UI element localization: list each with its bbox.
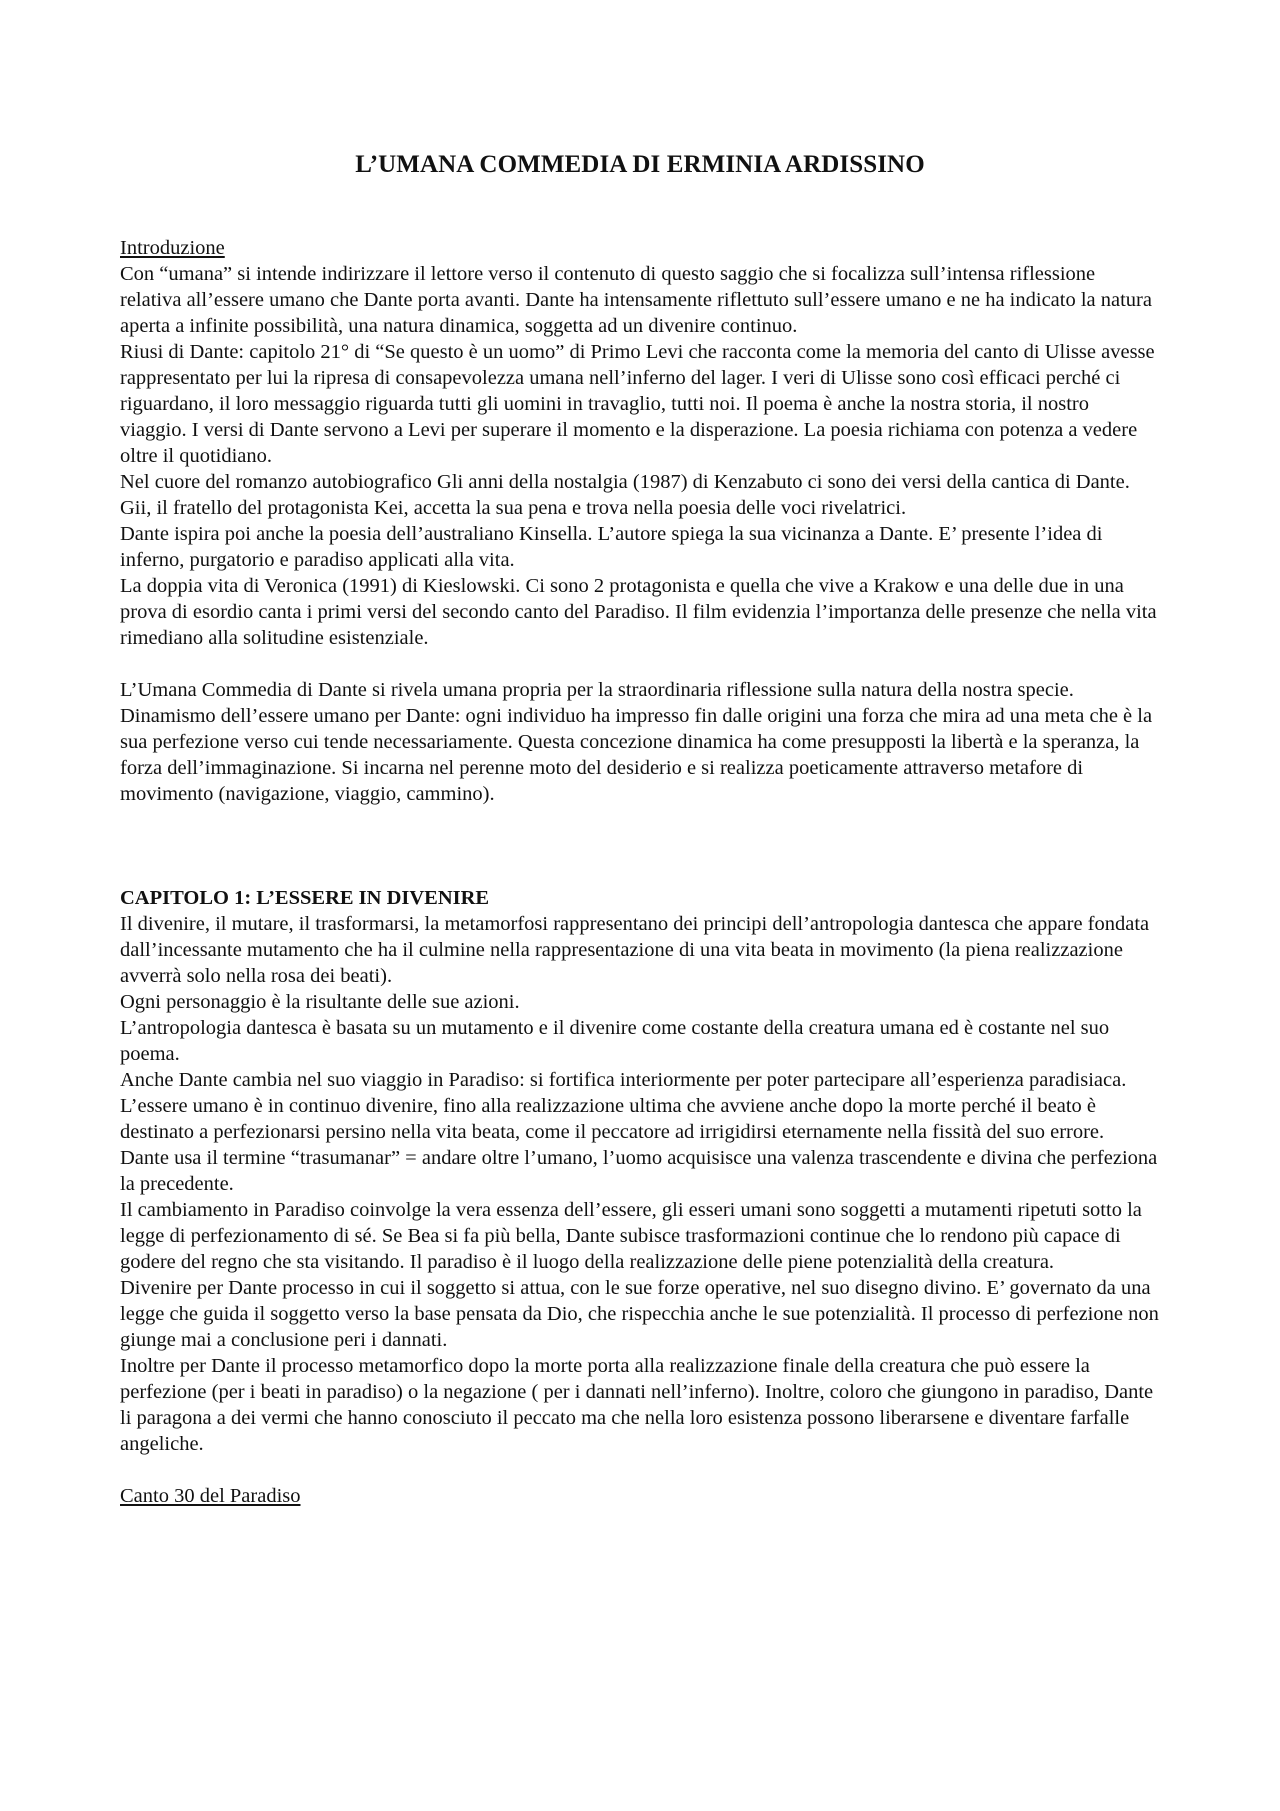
spacer xyxy=(120,651,1160,677)
intro-paragraph: La doppia vita di Veronica (1991) di Kieslowski. Ci sono 2 protagonista e quella che vive a Krakow e una delle due in una prova di esordio canta i primi versi del secondo canto del Paradiso. Il film evidenzia l’importanza delle presenze che nella vita rimediano alla solitudine esistenziale. xyxy=(120,575,1157,649)
chapter-paragraph: Anche Dante cambia nel suo viaggio in Paradiso: si fortifica interiormente per poter partecipare all’esperienza paradisiaca. L’essere umano è in continuo divenire, fino alla realizzazione ultima che avviene anche dopo la morte perché il beato è destinato a perfezionarsi persino nella vita beata, come il peccatore ad irrigidirsi eternamente nella fissità del suo errore. xyxy=(120,1069,1127,1143)
chapter-paragraph: Divenire per Dante processo in cui il soggetto si attua, con le sue forze operative, nel suo disegno divino. E’ governato da una legge che guida il soggetto verso la base pensata da Dio, che rispecchia anche le sue potenzialità. Il processo di perfezione non giunge mai a conclusione peri i dannati. xyxy=(120,1277,1159,1351)
intro-paragraph: L’Umana Commedia di Dante si rivela umana propria per la straordinaria riflessione sulla natura della nostra specie. xyxy=(120,679,1074,701)
chapter-paragraph: Ogni personaggio è la risultante delle sue azioni. xyxy=(120,991,520,1013)
intro-paragraph: Nel cuore del romanzo autobiografico Gli anni della nostalgia (1987) di Kenzabuto ci sono dei versi della cantica di Dante. Gii, il fratello del protagonista Kei, accetta la sua pena e trova nella poesia delle voci rivelatrici. xyxy=(120,471,1130,519)
intro-paragraph: Con “umana” si intende indirizzare il lettore verso il contenuto di questo saggio che si focalizza sull’intensa riflessione relativa all’essere umano che Dante porta avanti. Dante ha intensamente riflettuto sull’essere umano e ne ha indicato la natura aperta a infinite possibilità, una natura dinamica, soggetta ad un divenire continuo. xyxy=(120,263,1152,337)
section-heading: Canto 30 del Paradiso xyxy=(120,1485,301,1507)
chapter-paragraph: Il divenire, il mutare, il trasformarsi, la metamorfosi rappresentano dei principi dell’antropologia dantesca che appare fondata dall’incessante mutamento che ha il culmine nella rappresentazione di una vita beata in movimento (la piena realizzazione avverrà solo nella rosa dei beati). xyxy=(120,913,1150,987)
intro-paragraph: Dante ispira poi anche la poesia dell’australiano Kinsella. L’autore spiega la sua vicinanza a Dante. E’ presente l’idea di inferno, purgatorio e paradiso applicati alla vita. xyxy=(120,523,1103,571)
chapter-paragraph: Dante usa il termine “trasumanar” = andare oltre l’umano, l’uomo acquisisce una valenza trascendente e divina che perfeziona la precedente. xyxy=(120,1147,1158,1195)
intro-heading: Introduzione xyxy=(120,237,225,259)
document-body xyxy=(120,235,1160,1509)
intro-paragraph: Dinamismo dell’essere umano per Dante: ogni individuo ha impresso fin dalle origini una forza che mira ad una meta che è la sua perfezione verso cui tende necessariamente. Questa concezione dinamica ha come presupposti la libertà e la speranza, la forza dell’immaginazione. Si incarna nel perenne moto del desiderio e si realizza poeticamente attraverso metafore di movimento (navigazione, viaggio, cammino). xyxy=(120,705,1153,805)
chapter-paragraph: Inoltre per Dante il processo metamorfico dopo la morte porta alla realizzazione finale della creatura che può essere la perfezione (per i beati in paradiso) o la negazione ( per i dannati nell’inferno). Inoltre, coloro che giungono in paradiso, Dante li paragona a dei vermi che hanno conosciuto il peccato ma che nella loro esistenza possono liberarsene e diventare farfalle angeliche. xyxy=(120,1355,1154,1455)
chapter-paragraph: L’antropologia dantesca è basata su un mutamento e il divenire come costante della creatura umana ed è costante nel suo poema. xyxy=(120,1017,1110,1065)
intro-paragraph: Riusi di Dante: capitolo 21° di “Se questo è un uomo” di Primo Levi che racconta come la memoria del canto di Ulisse avesse rappresentato per lui la ripresa di consapevolezza umana nell’inferno del lager. I veri di Ulisse sono così efficaci perché ci riguardano, il loro messaggio riguarda tutti gli uomini in travaglio, tutti noi. Il poema è anche la nostra storia, il nostro viaggio. I versi di Dante servono a Levi per superare il momento e la disperazione. La poesia richiama con potenza a vedere oltre il quotidiano. xyxy=(120,341,1155,467)
document-title: L’UMANA COMMEDIA DI ERMINIA ARDISSINO xyxy=(355,151,925,178)
chapter-paragraph: Il cambiamento in Paradiso coinvolge la vera essenza dell’essere, gli esseri umani sono soggetti a mutamenti ripetuti sotto la legge di perfezionamento di sé. Se Bea si fa più bella, Dante subisce trasformazioni continue che lo rendono più capace di godere del regno che sta visitando. Il paradiso è il luogo della realizzazione delle piene potenzialità della creatura. xyxy=(120,1199,1142,1273)
spacer xyxy=(120,807,1160,885)
chapter-heading: CAPITOLO 1: L’ESSERE IN DIVENIRE xyxy=(120,887,490,909)
spacer xyxy=(120,1457,1160,1483)
